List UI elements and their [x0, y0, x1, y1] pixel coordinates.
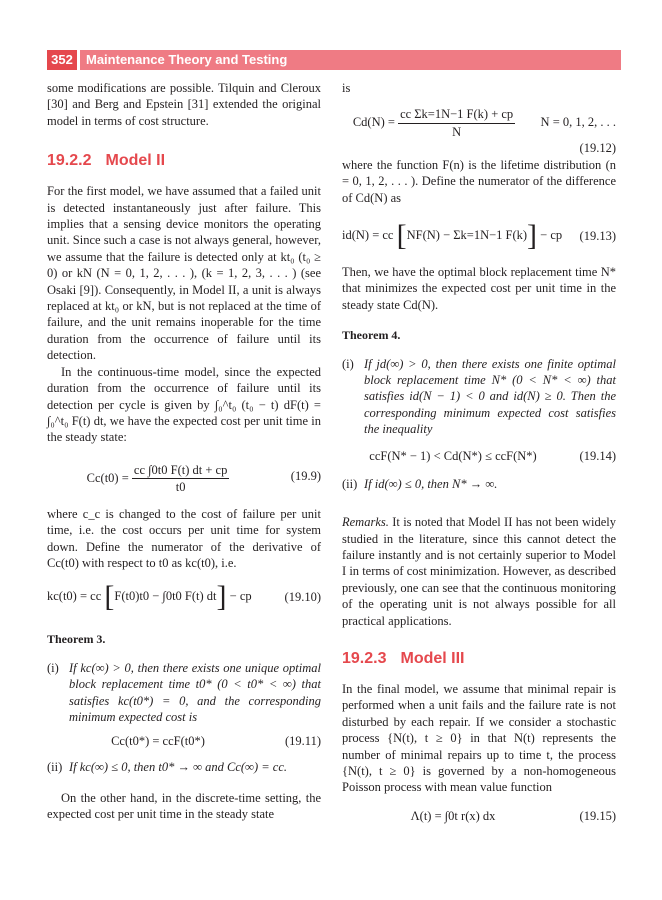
- page-number: 352: [47, 50, 77, 70]
- theorem-3-item-i: (i) If kc(∞) > 0, then there exists one unique optimal block replacement time t0* (0 < t0* < ∞) that satisfies kc(t0*) = 0, and the corresponding minimum expected cost is: [47, 660, 321, 724]
- paragraph: where the function F(n) is the lifetime distribution (n = 0, 1, 2, . . . ). Define the numerator of the difference of Cd(N) as: [342, 157, 616, 205]
- running-header: [47, 50, 621, 70]
- paragraph: On the other hand, in the discrete-time setting, the expected cost per unit time in the steady state: [47, 790, 321, 822]
- theorem-3-item-ii: (ii) If kc(∞) ≤ 0, then t0* → ∞ and Cc(∞) = cc.: [47, 760, 288, 775]
- remarks-label: Remarks.: [342, 515, 389, 530]
- section-heading-model-ii: 19.2.2 Model II: [47, 152, 166, 170]
- equation-number: (19.10): [284, 590, 321, 605]
- equation-number: (19.11): [285, 734, 321, 749]
- paragraph: In the continuous-time model, since the expected duration from the occurrence of failure until its detection per cycle is given by ∫₀^t₀ (t₀ − t) dF(t) = ∫₀^t₀ F(t) dt, we have the expected cost per unit time in the steady state:: [47, 364, 321, 445]
- equation-19-11: Cc(t0*) = ccF(t0*) (19.11): [111, 734, 321, 749]
- theorem-3-heading: Theorem 3.: [47, 632, 106, 647]
- paragraph: some modifications are possible. Tilquin and Cleroux [30] and Berg and Epstein [31] extended the original model in terms of cost structure.: [47, 81, 321, 128]
- remarks-paragraph: Remarks. It is noted that Model II has not been widely studied in the literature, since this cannot detect the failure instantly and is not certainly superior to Model I in terms of cost minimization. However, as described previously, one can see that the continuous monitoring of the operating unit is not always possible for all practical applications.: [342, 515, 616, 628]
- paragraph: For the first model, we have assumed that a failed unit is detected instantaneously just after failure. This implies that a sensing device monitors the operating unit. Since such a case is not always general, however, we assume that the failure is detected only at kt₀ (t₀ ≥ 0) or kN (N = 0, 1, 2, . . . ), (k = 1, 2, 3, . . . ) (see Osaki [9]). Consequently, in Model II, a unit is always replaced at kt₀ or kN, but is not replaced at the time of failure, and the unit remains inoperable for the time duration from the occurrence of failure until its detection.: [47, 184, 321, 363]
- paragraph: where c_c is changed to the cost of failure per unit time, i.e. the cost occurs per unit time for system down. Define the numerator of the derivative of Cc(t0) with respect to t0 as kc(t0), i.e.: [47, 506, 321, 570]
- paragraph: In the final model, we assume that minimal repair is performed when a unit fails and the failure rate is not disturbed by each repair. If we consider a stochastic process {N(t), t ≥ 0} in that N(t) represents the number of minimal repairs up to time t, the process {N(t), t ≥ 0} is governed by a non-homogeneous Poisson process with mean value function: [342, 681, 616, 795]
- book-title: Maintenance Theory and Testing: [80, 50, 621, 70]
- equation-number: (19.13): [579, 229, 616, 244]
- paragraph: is: [342, 81, 351, 95]
- left-column: [47, 80, 321, 823]
- equation-19-14: ccF(N* − 1) < Cd(N*) ≤ ccF(N*) (19.14): [369, 448, 616, 463]
- equation-19-12: Cd(N) = $\frac{\text{cc Σk=1N−1 F(k) + cp}}{N}$ N = 0, 1, 2, . . .: [352, 107, 616, 139]
- paragraph: Then, we have the optimal block replacement time N* that minimizes the expected cost per unit time in the steady state Cd(N).: [342, 265, 616, 312]
- theorem-4-item-ii: (ii) If id(∞) ≤ 0, then N* → ∞.: [342, 476, 498, 491]
- right-column: [342, 80, 616, 832]
- equation-19-13: id(N) = cc [NF(N) − Σk=1N−1 F(k)] − cp (19.13): [342, 219, 616, 253]
- equation-number: (19.12): [579, 141, 616, 156]
- theorem-4-item-i: (i) If jd(∞) > 0, then there exists one finite optimal block replacement time N* (0 < N* < ∞) that satisfies id(N − 1) < 0 and id(N) ≥ 0. Then the corresponding minimum expected cost satisfies the inequality: [342, 356, 616, 437]
- equation-19-9: Cc(t0) = $\frac{cc \int 0t0 F(t) dt + cp}{t0}$ (19.9): [86, 462, 321, 495]
- equation-number: (19.9): [290, 468, 321, 483]
- equation-number: (19.14): [579, 448, 616, 463]
- equation-19-10: kc(t0) = cc [F(t0)t0 − ∫0t0 F(t) dt] − cp (19.10): [47, 580, 321, 614]
- section-heading-model-iii: 19.2.3 Model III: [342, 649, 465, 667]
- theorem-4-heading: Theorem 4.: [342, 328, 401, 343]
- equation-number: (19.15): [579, 808, 616, 823]
- equation-19-15: Λ(t) = ∫0t r(x) dx (19.15): [410, 808, 616, 823]
